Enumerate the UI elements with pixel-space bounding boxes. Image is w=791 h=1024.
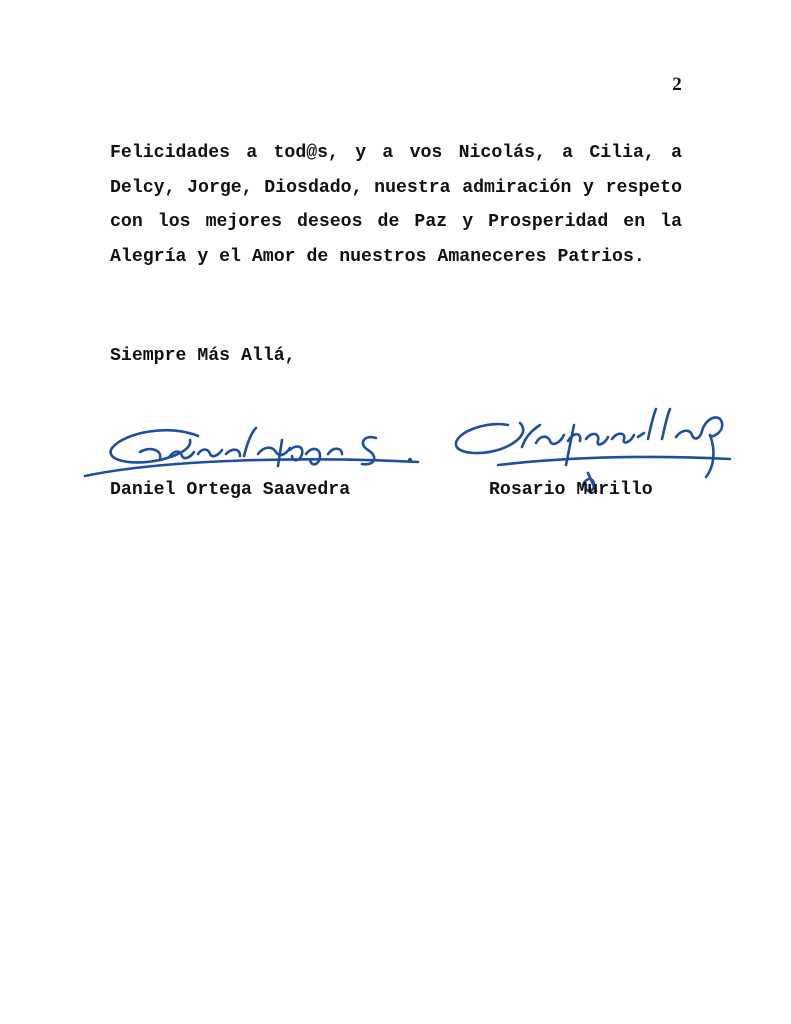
signature-daniel-ortega: [80, 410, 430, 490]
signature-name-left: Daniel Ortega Saavedra: [110, 480, 351, 500]
page-number: 2: [672, 74, 682, 95]
letter-body: Felicidades a tod@s, y a vos Nicolás, a Cilia, a Delcy, Jorge, Diosdado, nuestra admiración y respeto con los mejores deseos de Paz y Prosperidad en la Alegría y el Amor de nuestros Amaneceres Patrios.: [110, 143, 682, 267]
letter-closing: Siempre Más Allá,: [110, 346, 296, 366]
signature-name-right: Rosario Murillo: [489, 480, 653, 500]
